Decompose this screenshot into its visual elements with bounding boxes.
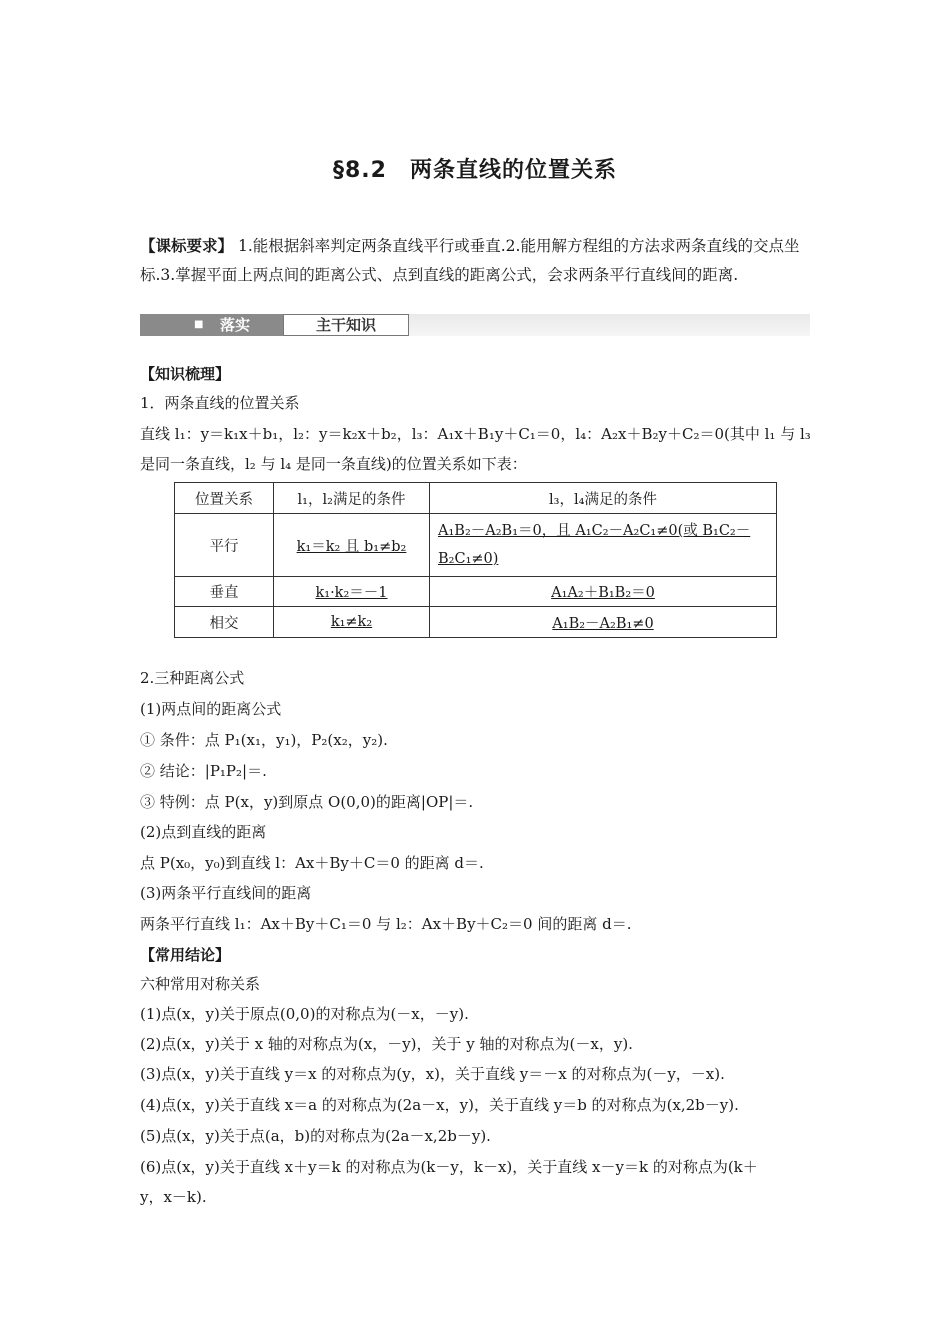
knowledge-intro-b: 是同一条直线，l₂ 与 l₄ 是同一条直线)的位置关系如下表：	[140, 455, 527, 473]
distance-s3: (3)两条平行直线间的距离	[140, 884, 312, 902]
distance-s2a: 点 P(x₀，y₀)到直线 l：Ax＋By＋C＝0 的距离 d＝.	[140, 854, 484, 872]
knowledge-intro-a: 直线 l₁：y＝k₁x＋b₁，l₂：y＝k₂x＋b₂，l₃：A₁x＋B₁y＋C₁＝0，l₄：A₂x＋B₂y＋C₂＝0(其中 l₁ 与 l₃	[140, 425, 811, 443]
table-cell: A₁B₂－A₂B₁≠0	[430, 607, 777, 638]
requirements	[140, 232, 812, 290]
distance-s1c: ③ 特例：点 P(x，y)到原点 O(0,0)的距离|OP|＝.	[140, 793, 474, 811]
common-c5: (5)点(x，y)关于点(a，b)的对称点为(2a－x,2b－y).	[140, 1127, 491, 1145]
relation-table	[174, 482, 777, 638]
table-cell: A₁B₂－A₂B₁＝0，且 A₁C₂－A₂C₁≠0(或 B₁C₂－B₂C₁≠0)	[430, 514, 777, 577]
common-c6a: (6)点(x，y)关于直线 x＋y＝k 的对称点为(k－y，k－x)，关于直线 x－y＝k 的对称点为(k＋	[140, 1158, 758, 1176]
page-title: §8.2 两条直线的位置关系	[333, 158, 617, 183]
banner-left: 落实	[220, 316, 251, 334]
table-cell: 垂直	[175, 577, 274, 607]
table-header: l₁，l₂满足的条件	[274, 483, 430, 514]
common-c3: (3)点(x，y)关于直线 y＝x 的对称点为(y，x)，关于直线 y＝－x 的对称点为(－y，－x).	[140, 1065, 725, 1083]
distance-s1b: ② 结论：|P₁P₂|＝.	[140, 762, 267, 780]
common-intro: 六种常用对称关系	[140, 975, 261, 993]
common-c2: (2)点(x，y)关于 x 轴的对称点为(x，－y)，关于 y 轴的对称点为(－x，y).	[140, 1035, 633, 1053]
distance-s1a: ① 条件：点 P₁(x₁，y₁)，P₂(x₂，y₂).	[140, 731, 388, 749]
table-cell: k₁＝k₂ 且 b₁≠b₂	[274, 514, 430, 577]
banner-right: 主干知识	[283, 314, 409, 336]
square-icon: ■	[194, 319, 204, 330]
distance-s1: (1)两点间的距离公式	[140, 700, 282, 718]
table-cell: A₁A₂＋B₁B₂＝0	[430, 577, 777, 607]
table-header: 位置关系	[175, 483, 274, 514]
knowledge-heading: 【知识梳理】	[140, 365, 231, 383]
knowledge-item1: 1．两条直线的位置关系	[140, 394, 300, 412]
table-row	[175, 514, 777, 577]
table-header: l₃，l₄满足的条件	[430, 483, 777, 514]
table-row	[175, 577, 777, 607]
common-heading: 【常用结论】	[140, 946, 231, 964]
common-c1: (1)点(x，y)关于原点(0,0)的对称点为(－x，－y).	[140, 1005, 469, 1023]
requirements-text: 1.能根据斜率判定两条直线平行或垂直.2.能用解方程组的方法求两条直线的交点坐标.3.掌握平面上两点间的距离公式、点到直线的距离公式，会求两条平行直线间的距离.	[140, 237, 800, 284]
table-header-row	[175, 483, 777, 514]
distance-s2: (2)点到直线的距离	[140, 823, 267, 841]
table-cell: 平行	[175, 514, 274, 577]
distance-s3a: 两条平行直线 l₁：Ax＋By＋C₁＝0 与 l₂：Ax＋By＋C₂＝0 间的距离 d＝.	[140, 915, 632, 933]
common-c6b: y，x－k).	[140, 1188, 207, 1206]
table-cell: k₁≠k₂	[274, 607, 430, 638]
distance-item2: 2.三种距离公式	[140, 669, 245, 687]
table-row	[175, 607, 777, 638]
table-cell: 相交	[175, 607, 274, 638]
section-banner	[140, 314, 810, 336]
common-c4: (4)点(x，y)关于直线 x＝a 的对称点为(2a－x，y)，关于直线 y＝b 的对称点为(x,2b－y).	[140, 1096, 739, 1114]
table-cell: k₁·k₂＝－1	[274, 577, 430, 607]
requirements-label: 【课标要求】	[140, 237, 234, 255]
